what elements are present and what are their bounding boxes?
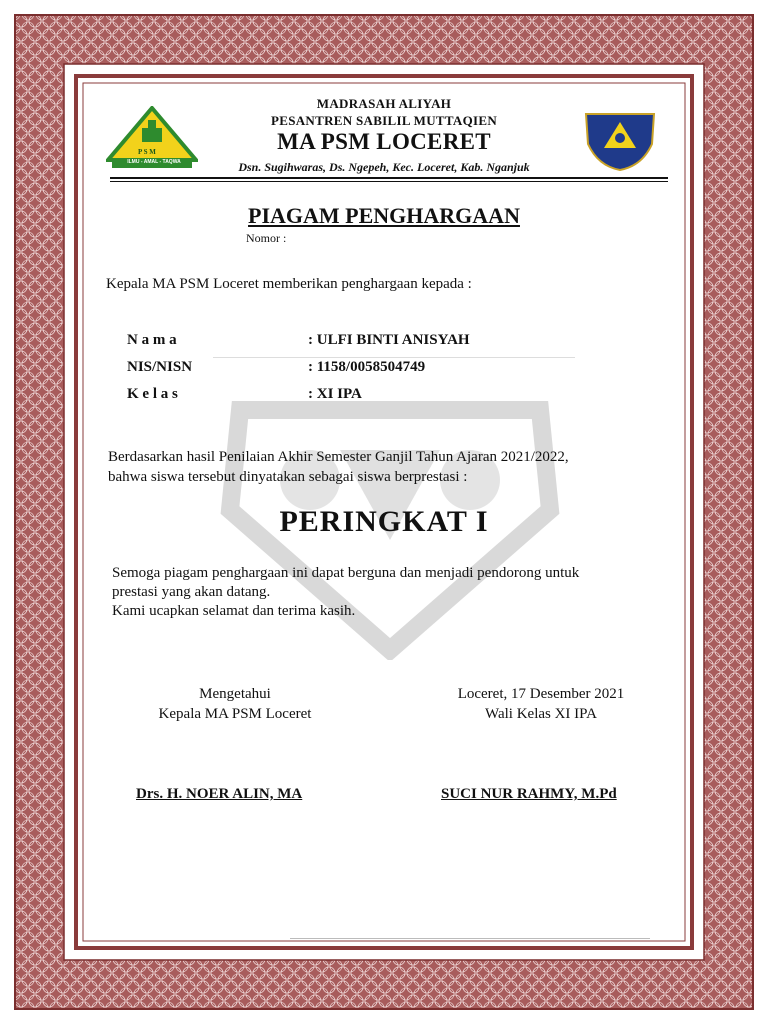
intro-text: Kepala MA PSM Loceret memberikan penghargaan kepada :	[106, 276, 472, 292]
wish-text-line1: Semoga piagam penghargaan ini dapat berguna dan menjadi pendorong untuk	[112, 565, 580, 581]
wish-text-line2: prestasi yang akan datang.	[112, 584, 271, 600]
field-separator	[213, 357, 575, 358]
signature-left-line2: Kepala MA PSM Loceret	[158, 706, 312, 722]
basis-text-line1: Berdasarkan hasil Penilaian Akhir Semester Ganjil Tahun Ajaran 2021/2022,	[108, 449, 569, 465]
school-name: MA PSM LOCERET	[277, 129, 491, 154]
header-divider	[110, 177, 668, 179]
signature-right-block	[430, 684, 652, 724]
school-address: Dsn. Sugihwaras, Ds. Ngepeh, Kec. Loceret, Kab. Nganjuk	[238, 160, 530, 174]
certificate-number: Nomor :	[246, 231, 287, 245]
signature-right-line1: Loceret, 17 Desember 2021	[457, 686, 625, 702]
thanks-text: Kami ucapkan selamat dan terima kasih.	[112, 603, 356, 619]
signature-right-name: SUCI NUR RAHMY, M.Pd	[441, 786, 617, 802]
field-label-nis: NIS/NISN	[127, 359, 193, 375]
field-label-class: K e l a s	[127, 386, 178, 402]
signature-left-line1: Mengetahui	[199, 686, 271, 702]
header-line1: MADRASAH ALIYAH	[316, 96, 452, 111]
signature-left-block	[120, 684, 350, 724]
header-line2: PESANTREN SABILIL MUTTAQIEN	[270, 113, 498, 128]
field-label-name: N a m a	[127, 332, 177, 348]
logo-left-motto: ILMU - AMAL - TAQWA	[127, 159, 181, 165]
field-value-name: : ULFI BINTI ANISYAH	[308, 332, 470, 348]
header-divider-thin	[110, 181, 668, 182]
certificate-title: PIAGAM PENGHARGAAN	[248, 203, 520, 228]
logo-left-top-text: P S M	[138, 148, 156, 156]
field-value-class: : XI IPA	[308, 386, 362, 402]
signature-left-name: Drs. H. NOER ALIN, MA	[136, 786, 303, 802]
basis-text-line2: bahwa siswa tersebut dinyatakan sebagai siswa berprestasi :	[108, 469, 468, 485]
field-value-nis: : 1158/0058504749	[308, 359, 426, 375]
rank-heading: PERINGKAT I	[279, 505, 489, 538]
footer-line	[290, 938, 650, 939]
signature-right-line2: Wali Kelas XI IPA	[485, 706, 597, 722]
